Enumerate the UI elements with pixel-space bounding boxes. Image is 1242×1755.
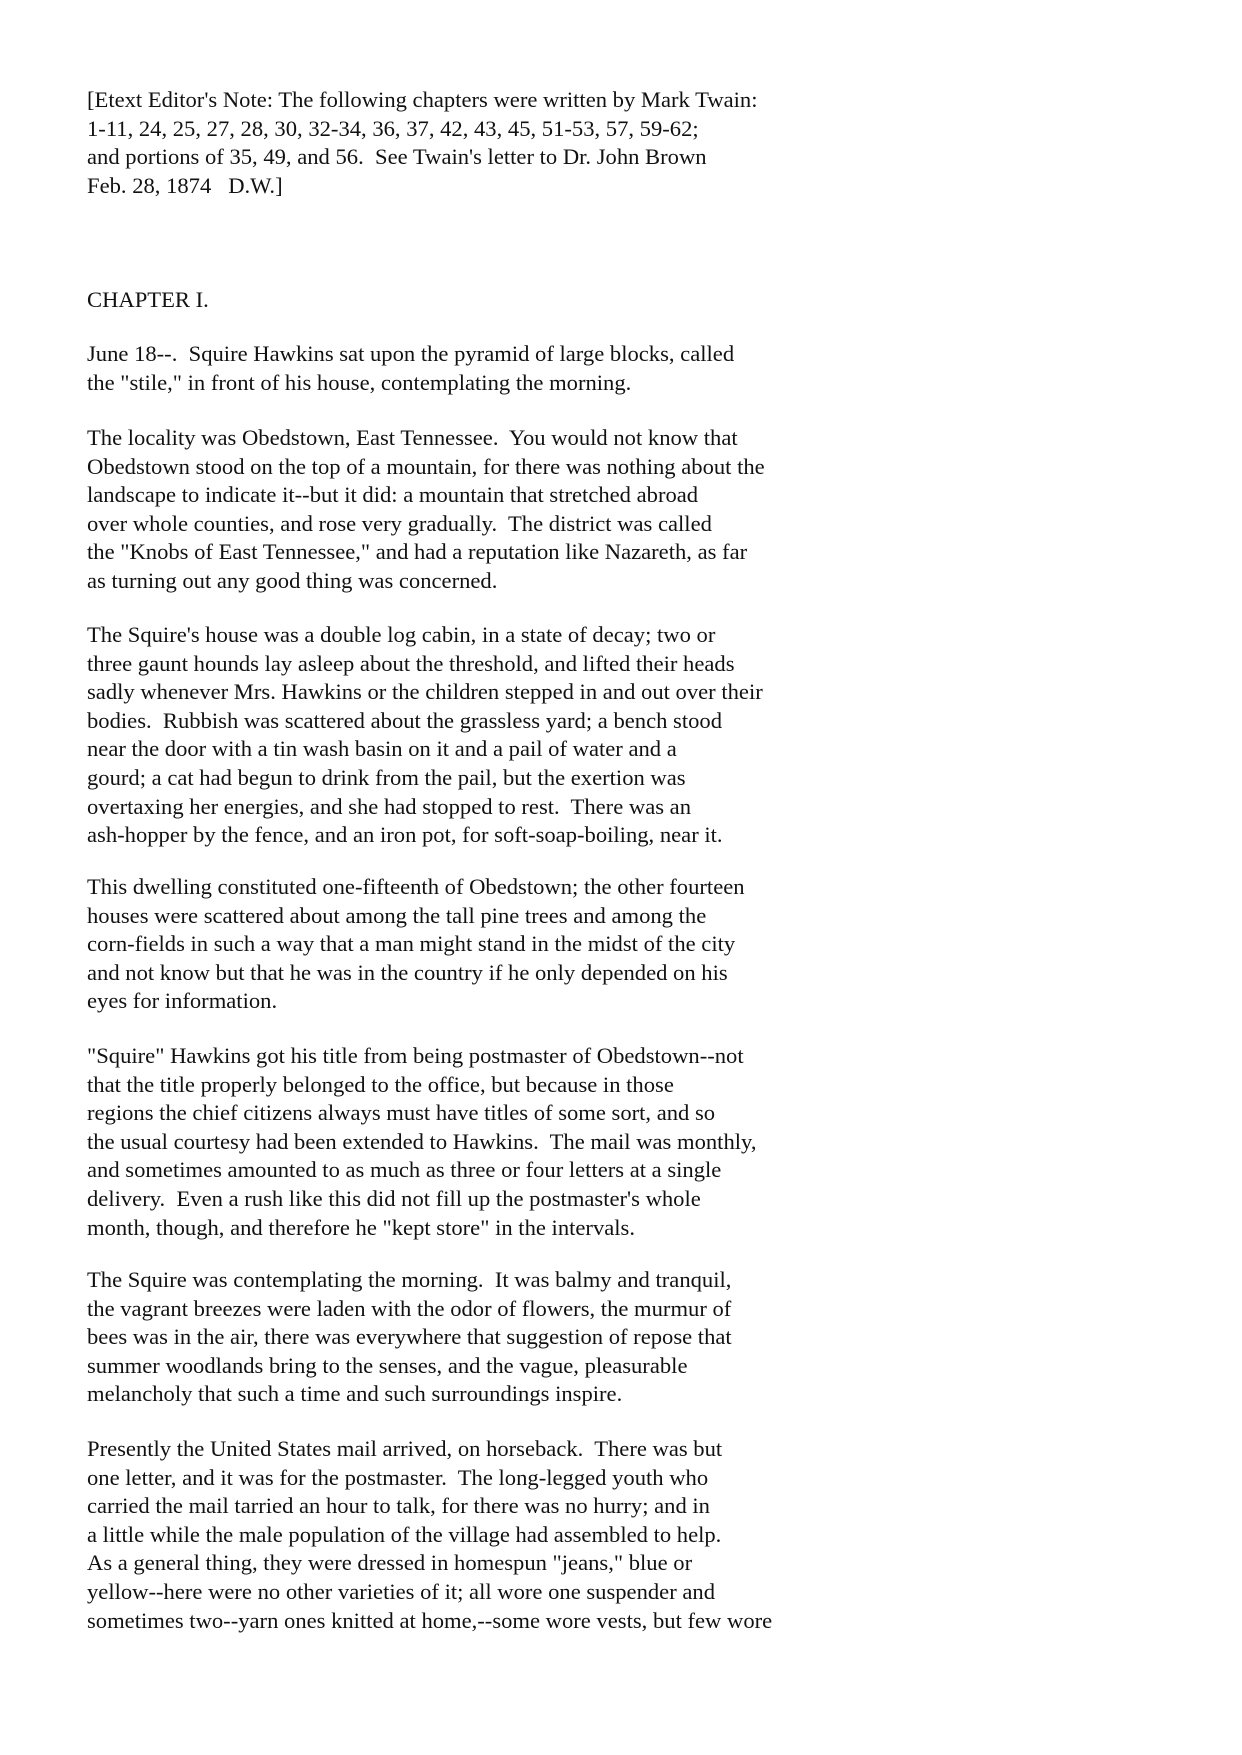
text-line: Obedstown stood on the top of a mountain, for there was nothing about the — [87, 453, 765, 479]
text-line: and not know but that he was in the country if he only depended on his — [87, 959, 728, 985]
text-line: eyes for information. — [87, 988, 278, 1014]
text-line: as turning out any good thing was concerned. — [87, 567, 498, 593]
paragraph — [87, 1266, 732, 1409]
text-line: one letter, and it was for the postmaster. The long-legged youth who — [87, 1464, 709, 1490]
text-line: yellow--here were no other varieties of it; all wore one suspender and — [87, 1578, 715, 1604]
paragraph — [87, 424, 765, 596]
text-line: the usual courtesy had been extended to Hawkins. The mail was monthly, — [87, 1128, 757, 1154]
paragraph — [87, 621, 763, 850]
text-line: houses were scattered about among the tall pine trees and among the — [87, 902, 707, 928]
text-line: that the title properly belonged to the office, but because in those — [87, 1071, 674, 1097]
text-line: a little while the male population of the village had assembled to help. — [87, 1521, 722, 1547]
text-line: melancholy that such a time and such surroundings inspire. — [87, 1381, 623, 1407]
text-line: The locality was Obedstown, East Tennessee. You would not know that — [87, 425, 738, 450]
text-line: carried the mail tarried an hour to talk, for there was no hurry; and in — [87, 1493, 710, 1519]
text-line: This dwelling constituted one-fifteenth of Obedstown; the other fourteen — [87, 874, 745, 899]
text-line: corn-fields in such a way that a man might stand in the midst of the city — [87, 931, 736, 957]
text-line: The Squire's house was a double log cabin, in a state of decay; two or — [87, 622, 716, 647]
text-line: the vagrant breezes were laden with the odor of flowers, the murmur of — [87, 1295, 732, 1321]
text-line: the "Knobs of East Tennessee," and had a reputation like Nazareth, as far — [87, 539, 748, 565]
text-line: the "stile," in front of his house, contemplating the morning. — [87, 369, 632, 395]
text-line: summer woodlands bring to the senses, and the vague, pleasurable — [87, 1352, 688, 1378]
text-line: June 18--. Squire Hawkins sat upon the pyramid of large blocks, called — [87, 341, 735, 366]
text-line: The Squire was contemplating the morning. It was balmy and tranquil, — [87, 1267, 732, 1292]
text-line: gourd; a cat had begun to drink from the pail, but the exertion was — [87, 764, 686, 790]
text-line: As a general thing, they were dressed in homespun "jeans," blue or — [87, 1550, 693, 1576]
paragraph — [87, 1435, 772, 1635]
text-line: over whole counties, and rose very gradually. The district was called — [87, 510, 712, 536]
text-line: bees was in the air, there was everywhere that suggestion of repose that — [87, 1324, 732, 1350]
text-line: ash-hopper by the fence, and an iron pot, for soft-soap-boiling, near it. — [87, 822, 723, 848]
text-line: month, though, and therefore he "kept store" in the intervals. — [87, 1214, 635, 1240]
text-line: and sometimes amounted to as much as three or four letters at a single — [87, 1157, 722, 1183]
text-line: overtaxing her energies, and she had stopped to rest. There was an — [87, 793, 691, 819]
text-line: bodies. Rubbish was scattered about the grassless yard; a bench stood — [87, 707, 722, 733]
text-line: near the door with a tin wash basin on it and a pail of water and a — [87, 736, 677, 762]
chapter-heading: CHAPTER I. — [87, 287, 209, 312]
text-line: sometimes two--yarn ones knitted at home,--some wore vests, but few wore — [87, 1607, 773, 1633]
text-line: 1-11, 24, 25, 27, 28, 30, 32-34, 36, 37, 42, 43, 45, 51-53, 57, 59-62; — [87, 115, 699, 141]
text-line: landscape to indicate it--but it did: a mountain that stretched abroad — [87, 482, 699, 508]
text-line: Presently the United States mail arrived, on horseback. There was but — [87, 1436, 723, 1461]
text-line: and portions of 35, 49, and 56. See Twain's letter to Dr. John Brown — [87, 144, 707, 170]
editor-note — [87, 86, 758, 200]
paragraph — [87, 340, 734, 397]
text-line: three gaunt hounds lay asleep about the threshold, and lifted their heads — [87, 650, 735, 676]
paragraph — [87, 1042, 757, 1242]
paragraph — [87, 873, 745, 1016]
text-line: regions the chief citizens always must have titles of some sort, and so — [87, 1100, 716, 1126]
text-line: Feb. 28, 1874 D.W.] — [87, 172, 283, 198]
text-line: delivery. Even a rush like this did not fill up the postmaster's whole — [87, 1185, 701, 1211]
text-line: [Etext Editor's Note: The following chapters were written by Mark Twain: — [87, 87, 758, 112]
text-line: "Squire" Hawkins got his title from being postmaster of Obedstown--not — [87, 1043, 744, 1068]
text-line: sadly whenever Mrs. Hawkins or the children stepped in and out over their — [87, 679, 763, 705]
